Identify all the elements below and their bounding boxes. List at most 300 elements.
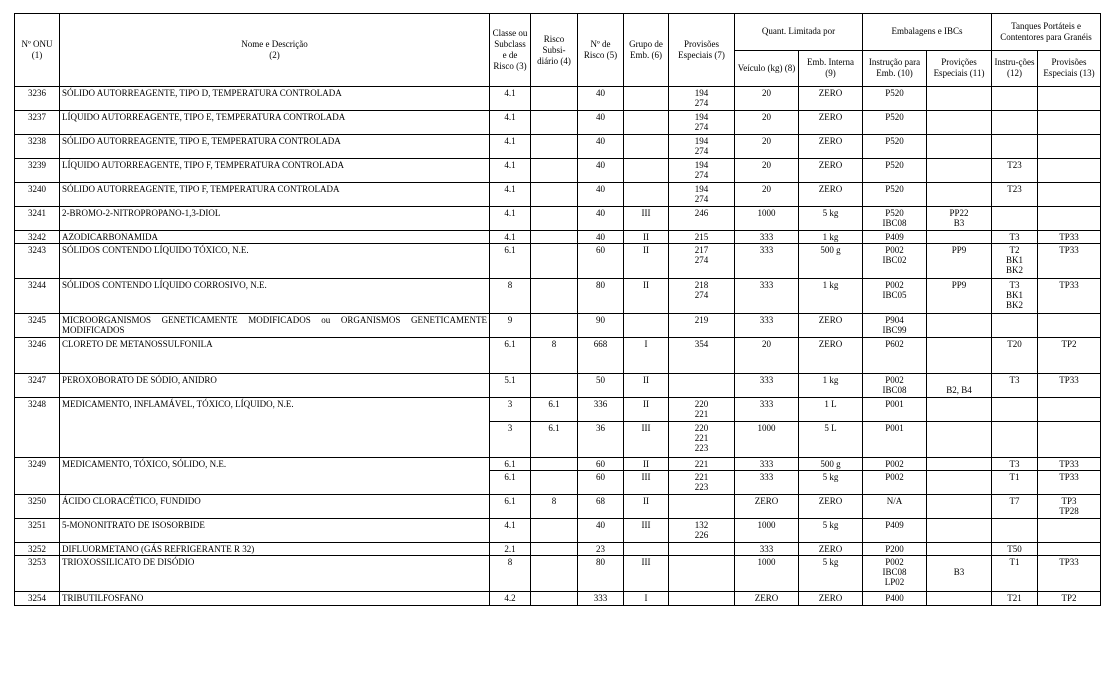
- cell-tank-instructions: [992, 314, 1038, 338]
- dangerous-goods-table: [14, 13, 1101, 606]
- header-veiculo: Veículo (kg) (8): [735, 50, 799, 87]
- table-row: [15, 111, 1101, 135]
- cell-onu-number: 3249: [15, 458, 60, 471]
- cell-tank-instructions: T23: [992, 183, 1038, 207]
- cell-class: 6.1: [490, 458, 531, 471]
- table-row: [15, 338, 1101, 374]
- cell-tank-provisions: [1038, 159, 1101, 183]
- cell-special-provisions: [669, 592, 735, 606]
- cell-packing-group: [624, 87, 669, 111]
- cell-name-description: [60, 422, 490, 458]
- cell-packing-instruction: P409: [863, 519, 927, 543]
- cell-inner-packaging-limit: ZERO: [799, 543, 863, 556]
- cell-special-provisions: 219: [669, 314, 735, 338]
- cell-vehicle-limit: 333: [735, 244, 799, 279]
- cell-tank-provisions: TP2: [1038, 338, 1101, 374]
- cell-packing-provisions: [927, 398, 992, 422]
- cell-tank-instructions: [992, 87, 1038, 111]
- cell-inner-packaging-limit: 5 L: [799, 422, 863, 458]
- cell-packing-group: III: [624, 207, 669, 231]
- table-row: [15, 398, 1101, 422]
- cell-packing-group: III: [624, 556, 669, 592]
- cell-onu-number: 3238: [15, 135, 60, 159]
- cell-subsidiary-risk: [531, 314, 578, 338]
- cell-name-description: SÓLIDO AUTORREAGENTE, TIPO F, TEMPERATURA CONTROLADA: [60, 183, 490, 207]
- cell-packing-provisions: [927, 159, 992, 183]
- cell-packing-instruction: P002 IBC08: [863, 374, 927, 398]
- cell-tank-provisions: TP2: [1038, 592, 1101, 606]
- table-row: [15, 87, 1101, 111]
- header-prov-especiais: Provições Especiais (11): [927, 50, 992, 87]
- cell-name-description: DIFLUORMETANO (GÁS REFRIGERANTE R 32): [60, 543, 490, 556]
- cell-packing-provisions: B2, B4: [927, 374, 992, 398]
- cell-name-description: CLORETO DE METANOSSULFONILA: [60, 338, 490, 374]
- cell-packing-group: [624, 135, 669, 159]
- cell-risk-number: 40: [578, 111, 624, 135]
- cell-subsidiary-risk: [531, 111, 578, 135]
- header-quant-limitada: Quant. Limitada por: [735, 14, 863, 51]
- cell-special-provisions: 194 274: [669, 159, 735, 183]
- cell-class: 4.1: [490, 231, 531, 244]
- cell-onu-number: 3245: [15, 314, 60, 338]
- cell-special-provisions: 217 274: [669, 244, 735, 279]
- cell-packing-instruction: P520: [863, 159, 927, 183]
- cell-name-description: LÍQUIDO AUTORREAGENTE, TIPO E, TEMPERATURA CONTROLADA: [60, 111, 490, 135]
- table-row: [15, 592, 1101, 606]
- cell-risk-number: 60: [578, 471, 624, 495]
- cell-class: 6.1: [490, 244, 531, 279]
- cell-class: 4.1: [490, 207, 531, 231]
- cell-special-provisions: 215: [669, 231, 735, 244]
- cell-risk-number: 60: [578, 458, 624, 471]
- cell-special-provisions: 221: [669, 458, 735, 471]
- cell-onu-number: 3248: [15, 398, 60, 422]
- table-row: [15, 422, 1101, 458]
- cell-inner-packaging-limit: ZERO: [799, 495, 863, 519]
- cell-packing-instruction: P520 IBC08: [863, 207, 927, 231]
- cell-packing-provisions: [927, 183, 992, 207]
- cell-onu-number: 3239: [15, 159, 60, 183]
- cell-vehicle-limit: 1000: [735, 556, 799, 592]
- cell-tank-provisions: [1038, 135, 1101, 159]
- cell-tank-provisions: [1038, 87, 1101, 111]
- cell-class: 4.1: [490, 519, 531, 543]
- cell-class: 4.1: [490, 87, 531, 111]
- cell-subsidiary-risk: [531, 458, 578, 471]
- cell-risk-number: 668: [578, 338, 624, 374]
- cell-packing-group: III: [624, 471, 669, 495]
- cell-special-provisions: 194 274: [669, 87, 735, 111]
- cell-packing-instruction: P602: [863, 338, 927, 374]
- cell-inner-packaging-limit: 1 L: [799, 398, 863, 422]
- cell-packing-instruction: P002 IBC05: [863, 279, 927, 314]
- cell-onu-number: 3253: [15, 556, 60, 592]
- cell-subsidiary-risk: [531, 231, 578, 244]
- cell-vehicle-limit: 333: [735, 471, 799, 495]
- cell-packing-group: II: [624, 458, 669, 471]
- cell-name-description: 5-MONONITRATO DE ISOSORBIDE: [60, 519, 490, 543]
- cell-packing-instruction: P520: [863, 87, 927, 111]
- cell-vehicle-limit: 333: [735, 374, 799, 398]
- cell-tank-instructions: T23: [992, 159, 1038, 183]
- document-page: [14, 13, 1100, 603]
- cell-tank-provisions: [1038, 543, 1101, 556]
- cell-special-provisions: 354: [669, 338, 735, 374]
- cell-class: 4.1: [490, 111, 531, 135]
- cell-vehicle-limit: 333: [735, 458, 799, 471]
- cell-special-provisions: 218 274: [669, 279, 735, 314]
- cell-class: 6.1: [490, 495, 531, 519]
- table-row: [15, 159, 1101, 183]
- cell-packing-provisions: [927, 495, 992, 519]
- cell-name-description: SÓLIDOS CONTENDO LÍQUIDO CORROSIVO, N.E.: [60, 279, 490, 314]
- cell-packing-instruction: P001: [863, 398, 927, 422]
- cell-vehicle-limit: 20: [735, 135, 799, 159]
- cell-name-description: TRIOXOSSILICATO DE DISÓDIO: [60, 556, 490, 592]
- cell-vehicle-limit: 333: [735, 398, 799, 422]
- cell-subsidiary-risk: [531, 183, 578, 207]
- cell-subsidiary-risk: [531, 543, 578, 556]
- cell-subsidiary-risk: [531, 207, 578, 231]
- header-emb-interna: Emb. Interna (9): [799, 50, 863, 87]
- cell-inner-packaging-limit: ZERO: [799, 183, 863, 207]
- cell-onu-number: 3247: [15, 374, 60, 398]
- cell-tank-instructions: T2 BK1 BK2: [992, 244, 1038, 279]
- cell-packing-instruction: P200: [863, 543, 927, 556]
- cell-name-description: LÍQUIDO AUTORREAGENTE, TIPO F, TEMPERATURA CONTROLADA: [60, 159, 490, 183]
- cell-special-provisions: 220 221: [669, 398, 735, 422]
- table-row: [15, 183, 1101, 207]
- table-row: [15, 135, 1101, 159]
- header-embalagens: Embalagens e IBCs: [863, 14, 992, 51]
- cell-packing-instruction: N/A: [863, 495, 927, 519]
- cell-tank-provisions: TP33: [1038, 374, 1101, 398]
- cell-name-description: AZODICARBONAMIDA: [60, 231, 490, 244]
- cell-name-description: [60, 471, 490, 495]
- cell-vehicle-limit: 333: [735, 231, 799, 244]
- cell-onu-number: 3241: [15, 207, 60, 231]
- cell-inner-packaging-limit: ZERO: [799, 111, 863, 135]
- cell-subsidiary-risk: [531, 87, 578, 111]
- cell-vehicle-limit: ZERO: [735, 592, 799, 606]
- cell-packing-provisions: B3: [927, 556, 992, 592]
- cell-risk-number: 40: [578, 207, 624, 231]
- cell-packing-provisions: [927, 338, 992, 374]
- table-row: [15, 519, 1101, 543]
- cell-packing-instruction: P520: [863, 135, 927, 159]
- cell-subsidiary-risk: [531, 135, 578, 159]
- cell-onu-number: 3240: [15, 183, 60, 207]
- cell-tank-provisions: TP33: [1038, 279, 1101, 314]
- cell-packing-provisions: PP9: [927, 279, 992, 314]
- cell-packing-provisions: PP22 B3: [927, 207, 992, 231]
- table-row: [15, 279, 1101, 314]
- cell-inner-packaging-limit: 500 g: [799, 458, 863, 471]
- cell-special-provisions: 220 221 223: [669, 422, 735, 458]
- cell-inner-packaging-limit: 1 kg: [799, 231, 863, 244]
- cell-onu-number: [15, 422, 60, 458]
- cell-tank-instructions: T3: [992, 231, 1038, 244]
- cell-tank-provisions: TP3 TP28: [1038, 495, 1101, 519]
- cell-inner-packaging-limit: ZERO: [799, 87, 863, 111]
- header-onu: Nº ONU (1): [15, 14, 60, 87]
- cell-vehicle-limit: 333: [735, 279, 799, 314]
- cell-packing-provisions: [927, 458, 992, 471]
- cell-packing-provisions: PP9: [927, 244, 992, 279]
- cell-tank-instructions: [992, 398, 1038, 422]
- table-row: [15, 458, 1101, 471]
- cell-onu-number: 3250: [15, 495, 60, 519]
- cell-packing-provisions: [927, 87, 992, 111]
- cell-class: 4.1: [490, 159, 531, 183]
- cell-vehicle-limit: 1000: [735, 422, 799, 458]
- cell-inner-packaging-limit: ZERO: [799, 338, 863, 374]
- cell-packing-group: [624, 543, 669, 556]
- cell-tank-instructions: T3 BK1 BK2: [992, 279, 1038, 314]
- cell-class: 8: [490, 556, 531, 592]
- table-row: [15, 556, 1101, 592]
- header-tanques: Tanques Portáteis e Contentores para Granéis: [992, 14, 1101, 51]
- table-row: [15, 244, 1101, 279]
- table-body: [15, 87, 1101, 606]
- cell-tank-provisions: [1038, 207, 1101, 231]
- cell-packing-provisions: [927, 519, 992, 543]
- cell-packing-provisions: [927, 135, 992, 159]
- cell-packing-group: II: [624, 398, 669, 422]
- cell-tank-instructions: [992, 111, 1038, 135]
- cell-risk-number: 80: [578, 556, 624, 592]
- header-nome: Nome e Descrição (2): [60, 14, 490, 87]
- cell-packing-provisions: [927, 592, 992, 606]
- cell-name-description: PEROXOBORATO DE SÓDIO, ANIDRO: [60, 374, 490, 398]
- table-row: [15, 207, 1101, 231]
- cell-vehicle-limit: ZERO: [735, 495, 799, 519]
- cell-name-description: ÁCIDO CLORACÉTICO, FUNDIDO: [60, 495, 490, 519]
- cell-risk-number: 90: [578, 314, 624, 338]
- header-provisoes: Provisões Especiais (7): [669, 14, 735, 87]
- cell-name-description: MEDICAMENTO, TÓXICO, SÓLIDO, N.E.: [60, 458, 490, 471]
- cell-special-provisions: 221 223: [669, 471, 735, 495]
- cell-class: 5.1: [490, 374, 531, 398]
- cell-risk-number: 40: [578, 135, 624, 159]
- cell-onu-number: 3244: [15, 279, 60, 314]
- cell-packing-group: II: [624, 374, 669, 398]
- cell-tank-provisions: TP33: [1038, 471, 1101, 495]
- cell-special-provisions: [669, 374, 735, 398]
- cell-onu-number: [15, 471, 60, 495]
- cell-subsidiary-risk: 6.1: [531, 422, 578, 458]
- cell-onu-number: 3251: [15, 519, 60, 543]
- table-row: [15, 374, 1101, 398]
- cell-name-description: TRIBUTILFOSFANO: [60, 592, 490, 606]
- cell-tank-provisions: TP33: [1038, 231, 1101, 244]
- cell-packing-instruction: P002: [863, 458, 927, 471]
- cell-vehicle-limit: 20: [735, 338, 799, 374]
- cell-risk-number: 50: [578, 374, 624, 398]
- cell-special-provisions: [669, 495, 735, 519]
- cell-risk-number: 36: [578, 422, 624, 458]
- cell-onu-number: 3246: [15, 338, 60, 374]
- table-row: [15, 231, 1101, 244]
- cell-packing-provisions: [927, 422, 992, 458]
- cell-packing-instruction: P520: [863, 111, 927, 135]
- cell-special-provisions: [669, 543, 735, 556]
- cell-tank-instructions: T7: [992, 495, 1038, 519]
- cell-class: 6.1: [490, 471, 531, 495]
- cell-tank-provisions: [1038, 398, 1101, 422]
- cell-name-description: SÓLIDOS CONTENDO LÍQUIDO TÓXICO, N.E.: [60, 244, 490, 279]
- cell-class: 4.1: [490, 183, 531, 207]
- cell-tank-provisions: [1038, 422, 1101, 458]
- cell-tank-instructions: [992, 422, 1038, 458]
- cell-packing-instruction: P520: [863, 183, 927, 207]
- cell-onu-number: 3242: [15, 231, 60, 244]
- cell-risk-number: 68: [578, 495, 624, 519]
- cell-packing-instruction: P400: [863, 592, 927, 606]
- cell-risk-number: 333: [578, 592, 624, 606]
- cell-tank-instructions: T3: [992, 458, 1038, 471]
- header-instrucoes: Instru-ções (12): [992, 50, 1038, 87]
- header-classe: Classe ou Subclass e de Risco (3): [490, 14, 531, 87]
- header-numero-risco: Nº de Risco (5): [578, 14, 624, 87]
- header-grupo-emb: Grupo de Emb. (6): [624, 14, 669, 87]
- cell-subsidiary-risk: [531, 244, 578, 279]
- cell-packing-group: [624, 159, 669, 183]
- cell-risk-number: 40: [578, 231, 624, 244]
- cell-class: 2.1: [490, 543, 531, 556]
- cell-class: 4.1: [490, 135, 531, 159]
- cell-vehicle-limit: 20: [735, 159, 799, 183]
- cell-special-provisions: [669, 556, 735, 592]
- cell-inner-packaging-limit: ZERO: [799, 314, 863, 338]
- table-row: [15, 471, 1101, 495]
- table-row: [15, 495, 1101, 519]
- cell-subsidiary-risk: 6.1: [531, 398, 578, 422]
- cell-vehicle-limit: 333: [735, 543, 799, 556]
- cell-class: 3: [490, 422, 531, 458]
- cell-risk-number: 60: [578, 244, 624, 279]
- cell-packing-instruction: P002 IBC02: [863, 244, 927, 279]
- cell-vehicle-limit: 333: [735, 314, 799, 338]
- cell-class: 6.1: [490, 338, 531, 374]
- cell-risk-number: 40: [578, 159, 624, 183]
- header-risco-subsidiario: Risco Subsi-diário (4): [531, 14, 578, 87]
- cell-tank-instructions: T1: [992, 556, 1038, 592]
- cell-inner-packaging-limit: 5 kg: [799, 471, 863, 495]
- cell-special-provisions: 246: [669, 207, 735, 231]
- cell-packing-provisions: [927, 314, 992, 338]
- cell-vehicle-limit: 20: [735, 87, 799, 111]
- cell-name-description: MEDICAMENTO, INFLAMÁVEL, TÓXICO, LÍQUIDO, N.E.: [60, 398, 490, 422]
- cell-risk-number: 40: [578, 519, 624, 543]
- cell-special-provisions: 194 274: [669, 135, 735, 159]
- cell-packing-group: III: [624, 519, 669, 543]
- cell-name-description: MICROORGANISMOS GENETICAMENTE MODIFICADOS ou ORGANISMOS GENETICAMENTE MODIFICADOS: [60, 314, 490, 338]
- cell-onu-number: 3236: [15, 87, 60, 111]
- cell-packing-instruction: P409: [863, 231, 927, 244]
- cell-inner-packaging-limit: ZERO: [799, 135, 863, 159]
- cell-packing-instruction: P002: [863, 471, 927, 495]
- cell-risk-number: 40: [578, 87, 624, 111]
- cell-packing-group: [624, 111, 669, 135]
- cell-onu-number: 3252: [15, 543, 60, 556]
- cell-class: 4.2: [490, 592, 531, 606]
- cell-inner-packaging-limit: 1 kg: [799, 279, 863, 314]
- cell-class: 3: [490, 398, 531, 422]
- cell-tank-instructions: [992, 135, 1038, 159]
- cell-name-description: 2-BROMO-2-NITROPROPANO-1,3-DIOL: [60, 207, 490, 231]
- cell-subsidiary-risk: 8: [531, 338, 578, 374]
- cell-packing-instruction: P904 IBC99: [863, 314, 927, 338]
- cell-packing-group: I: [624, 338, 669, 374]
- cell-risk-number: 336: [578, 398, 624, 422]
- cell-packing-group: II: [624, 231, 669, 244]
- cell-onu-number: 3237: [15, 111, 60, 135]
- cell-tank-provisions: [1038, 314, 1101, 338]
- cell-inner-packaging-limit: ZERO: [799, 159, 863, 183]
- cell-subsidiary-risk: 8: [531, 495, 578, 519]
- cell-tank-provisions: [1038, 183, 1101, 207]
- cell-subsidiary-risk: [531, 374, 578, 398]
- cell-vehicle-limit: 1000: [735, 519, 799, 543]
- cell-vehicle-limit: 1000: [735, 207, 799, 231]
- cell-tank-provisions: [1038, 519, 1101, 543]
- cell-risk-number: 40: [578, 183, 624, 207]
- cell-packing-provisions: [927, 111, 992, 135]
- cell-tank-instructions: T50: [992, 543, 1038, 556]
- cell-special-provisions: 194 274: [669, 183, 735, 207]
- cell-name-description: SÓLIDO AUTORREAGENTE, TIPO E, TEMPERATURA CONTROLADA: [60, 135, 490, 159]
- cell-tank-instructions: [992, 207, 1038, 231]
- cell-subsidiary-risk: [531, 471, 578, 495]
- cell-packing-instruction: P001: [863, 422, 927, 458]
- cell-special-provisions: 194 274: [669, 111, 735, 135]
- cell-subsidiary-risk: [531, 159, 578, 183]
- table-row: [15, 314, 1101, 338]
- cell-inner-packaging-limit: 1 kg: [799, 374, 863, 398]
- cell-tank-provisions: TP33: [1038, 556, 1101, 592]
- cell-packing-provisions: [927, 543, 992, 556]
- cell-tank-instructions: T3: [992, 374, 1038, 398]
- cell-packing-group: I: [624, 592, 669, 606]
- cell-vehicle-limit: 20: [735, 111, 799, 135]
- header-prov-especiais-tanques: Provisões Especiais (13): [1038, 50, 1101, 87]
- cell-onu-number: 3243: [15, 244, 60, 279]
- cell-packing-group: III: [624, 422, 669, 458]
- cell-tank-instructions: T21: [992, 592, 1038, 606]
- cell-packing-group: II: [624, 495, 669, 519]
- cell-packing-group: [624, 314, 669, 338]
- cell-inner-packaging-limit: 500 g: [799, 244, 863, 279]
- cell-packing-group: [624, 183, 669, 207]
- cell-tank-provisions: [1038, 111, 1101, 135]
- cell-packing-instruction: P002 IBC08 LP02: [863, 556, 927, 592]
- cell-inner-packaging-limit: ZERO: [799, 592, 863, 606]
- cell-inner-packaging-limit: 5 kg: [799, 207, 863, 231]
- cell-tank-provisions: TP33: [1038, 244, 1101, 279]
- cell-packing-group: II: [624, 244, 669, 279]
- cell-subsidiary-risk: [531, 519, 578, 543]
- cell-vehicle-limit: 20: [735, 183, 799, 207]
- cell-inner-packaging-limit: 5 kg: [799, 556, 863, 592]
- table-header: [15, 14, 1101, 87]
- cell-risk-number: 23: [578, 543, 624, 556]
- cell-tank-instructions: T20: [992, 338, 1038, 374]
- cell-tank-provisions: TP33: [1038, 458, 1101, 471]
- cell-class: 8: [490, 279, 531, 314]
- cell-name-description: SÓLIDO AUTORREAGENTE, TIPO D, TEMPERATURA CONTROLADA: [60, 87, 490, 111]
- table-row: [15, 543, 1101, 556]
